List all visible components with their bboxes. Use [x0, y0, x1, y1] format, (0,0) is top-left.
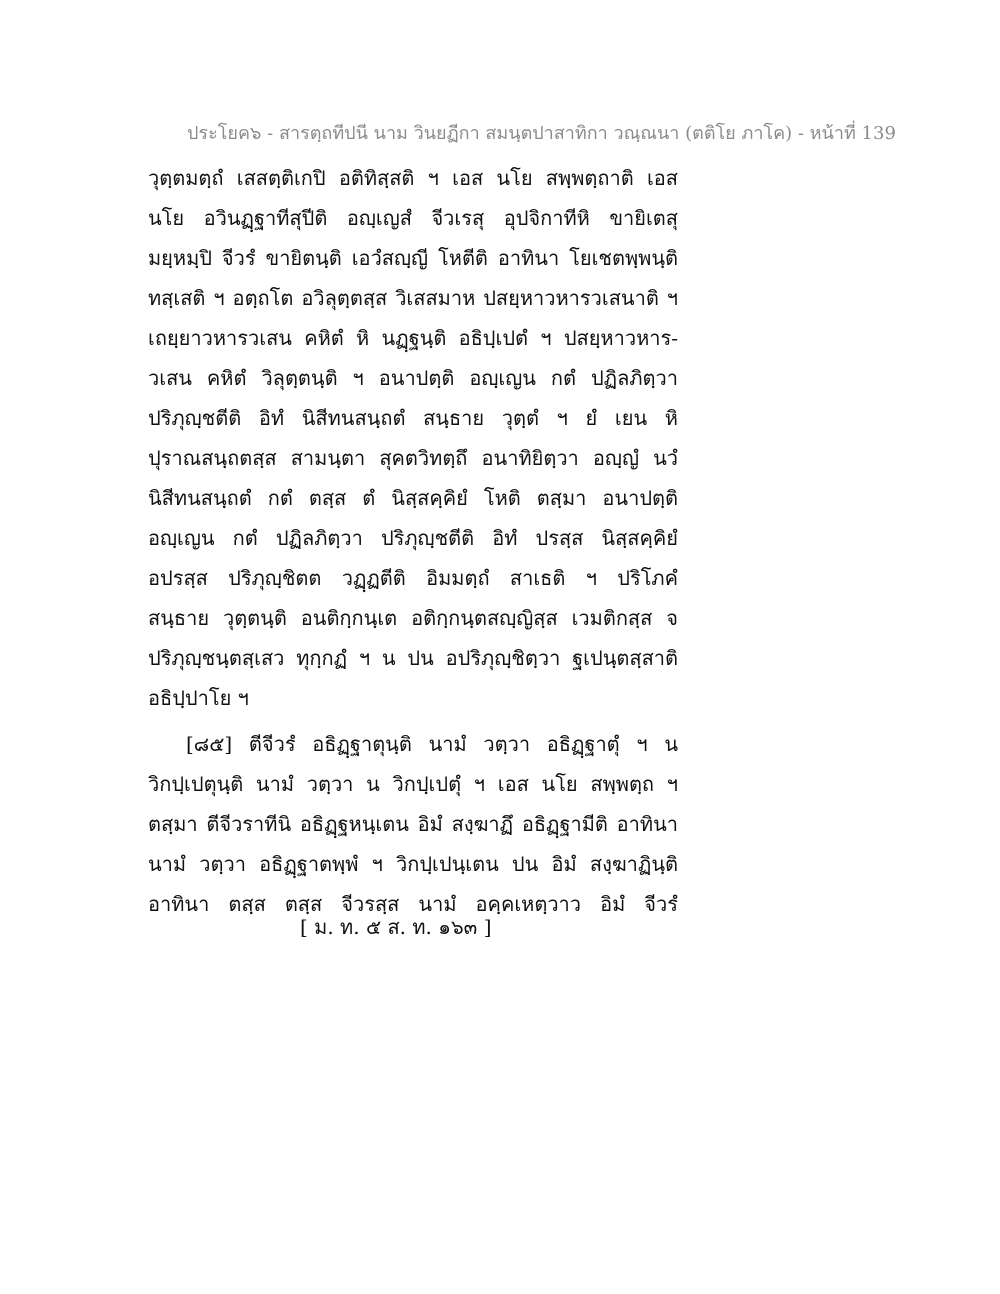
body-text — [148, 158, 678, 924]
text-line: มยฺหมฺปิ จีวรํ ขายิตนฺติ เอวํสญฺญี โหตีติ อาทินา โยเชตพฺพนฺติ — [148, 246, 678, 270]
text-line: อาทินา ตสฺส ตสฺส จีวรสฺส นามํ อคฺคเหตฺวาว อิมํ จีวรํ — [148, 892, 678, 916]
text-line: สนฺธาย วุตฺตนฺติ อนติกฺกนฺเต อติกฺกนฺตสญฺญิสฺส เวมติกสฺส จ — [148, 606, 678, 630]
paragraph — [148, 724, 678, 924]
text-line: ทสฺเสติ ฯ อตฺถโต อวิลุตฺตสฺส วิเสสมาห ปสยฺหาวหารวเสนาติ ฯ — [148, 286, 678, 310]
text-line: วุตฺตมตฺถํ เสสตฺติเกปิ อติทิสฺสติ ฯ เอส นโย สพฺพตฺถาติ เอส — [148, 166, 678, 190]
text-line: วิกปฺเปตุนฺติ นามํ วตฺวา น วิกปฺเปตุํ ฯ เอส นโย สพฺพตฺถ ฯ — [148, 772, 678, 796]
paragraph — [148, 158, 678, 718]
text-line: เถยฺยาวหารวเสน คหิตํ หิ นฏฺฐนฺติ อธิปฺเปตํ ฯ ปสยฺหาวหาร- — [148, 326, 678, 350]
text-line: นิสีทนสนฺถตํ กตํ ตสฺส ตํ นิสฺสคฺคิยํ โหติ ตสฺมา อนาปตฺติ — [148, 486, 678, 510]
text-line: ปุราณสนฺถตสฺส สามนฺตา สุคตวิทตฺถึ อนาทิยิตฺวา อญฺญํ นวํ — [148, 446, 678, 470]
text-line: ปริภุญฺชนฺตสฺเสว ทุกฺกฏํ ฯ น ปน อปริภุญฺชิตฺวา ฐเปนฺตสฺสาติ — [148, 646, 678, 670]
text-line: อญฺเญน กตํ ปฏิลภิตฺวา ปริภุญฺชตีติ อิทํ ปรสฺส นิสฺสคฺคิยํ — [148, 526, 678, 550]
text-line: [๘๕] ตีจีวรํ อธิฏฺฐาตุนฺติ นามํ วตฺวา อธิฏฺฐาตุํ ฯ น — [186, 732, 678, 756]
footnote-reference: [ ม. ท. ๕ ส. ท. ๑๖๓ ] — [300, 915, 492, 939]
text-line: ตสฺมา ตีจีวราทีนิ อธิฏฺฐหนฺเตน อิมํ สงฺฆาฏึ อธิฏฺฐามีติ อาทินา — [148, 812, 678, 836]
text-line: อธิปฺปาโย ฯ — [148, 686, 249, 710]
page-header: ประโยค๖ - สารตฺถทีปนี นาม วินยฏีกา สมนฺตปาสาทิกา วณฺณนา (ตติโย ภาโค) - หน้าที่ 139 — [187, 123, 896, 144]
text-line: วเสน คหิตํ วิลุตฺตนฺติ ฯ อนาปตฺติ อญฺเญน กตํ ปฏิลภิตฺวา — [148, 366, 678, 390]
text-line: ปริภุญฺชตีติ อิทํ นิสีทนสนฺถตํ สนฺธาย วุตฺตํ ฯ ยํ เยน หิ — [148, 406, 678, 430]
text-line: นโย อวินฏฺฐาทีสุปีติ อญฺเญสํ จีวเรสุ อุปจิกาทีหิ ขายิเตสุ — [148, 206, 678, 230]
text-line: อปรสฺส ปริภุญฺชิตต วฏฺฏตีติ อิมมตฺถํ สาเธติ ฯ ปริโภคํ — [148, 566, 678, 590]
text-line: นามํ วตฺวา อธิฏฺฐาตพฺพํ ฯ วิกปฺเปนฺเตน ปน อิมํ สงฺฆาฏินฺติ — [148, 852, 678, 876]
